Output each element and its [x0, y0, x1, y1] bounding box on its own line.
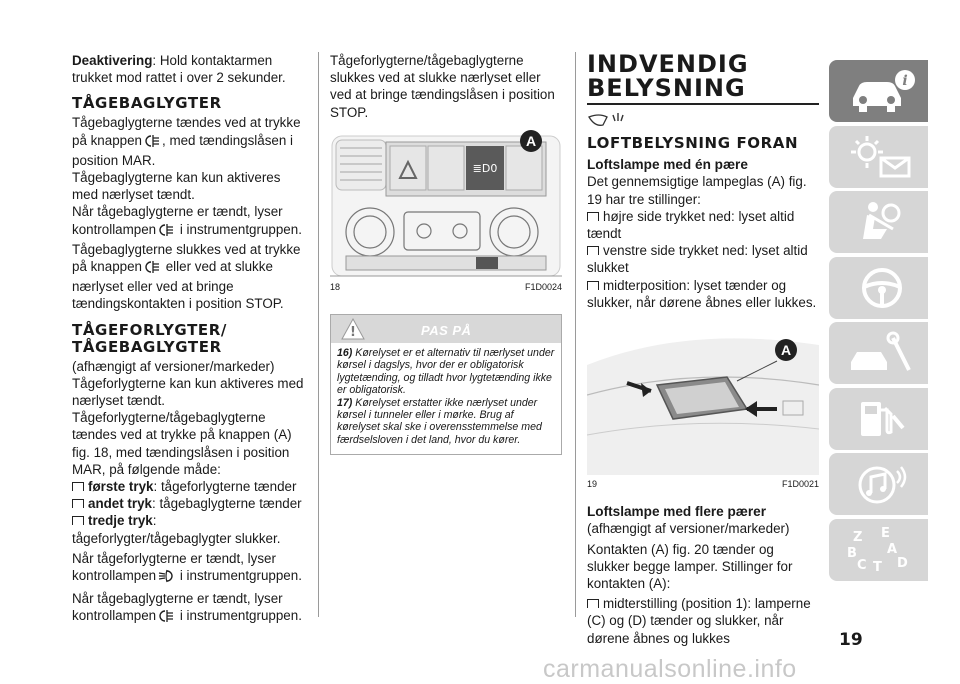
watermark: carmanualsonline.info	[543, 655, 797, 683]
bullet-item	[72, 495, 308, 512]
bullet-item	[587, 277, 819, 311]
tab-fuel[interactable]	[829, 388, 928, 450]
text: Når tågeforlygterne er tændt, lyser kontrollampen	[72, 550, 276, 584]
paragraph: Tågebaglygterne kan kun aktiveres med nærlyset tændt.	[72, 170, 281, 203]
deactivation-label: Deaktivering	[72, 53, 153, 68]
text: i instrumentgruppen.	[176, 221, 302, 237]
index-icon	[847, 527, 917, 573]
page-number: 19	[839, 630, 863, 650]
bullet-text: højre side trykket ned: lyset altid tændt	[587, 208, 795, 242]
bullet-text: midterposition: lyset tænder og slukker, når dørene åbnes eller lukkes.	[587, 277, 817, 310]
steering-wheel-icon	[847, 265, 917, 311]
column-divider	[575, 52, 576, 617]
column-middle	[330, 52, 562, 455]
figure-18-dashboard-buttons	[330, 128, 562, 278]
paragraph: Tågeforlygterne/tågebaglygterne tændes ved at trykke på knappen (A) fig. 18, med tændingslåsen i position MAR, på følgende måde:	[72, 410, 292, 477]
warning-text: Kørelyset erstatter ikke nærlyset under kørsel i tunneler eller i mørke. Brug af kørelyset skal ske i overensstemmelse med færdselsloven i det land, hvor du kører.	[337, 396, 542, 446]
bullet-item	[587, 595, 819, 647]
text: Tågebaglygterne tændes ved at trykke på knappen	[72, 115, 301, 148]
paragraph	[72, 241, 308, 313]
index-letter: E	[881, 526, 890, 541]
text: Når tågebaglygterne er tændt, lyser kontrollampen	[72, 204, 283, 237]
deactivation-text: : Hold kontaktarmen trukket mod rattet i over 2 sekunder.	[72, 53, 286, 86]
bullet-text: midterstilling (position 1): lamperne (C) og (D) tænder og slukker, når dørene åbnes og lukkes	[587, 596, 811, 646]
bullet-item	[587, 208, 819, 242]
warning-number: 16)	[337, 347, 353, 360]
svg-text:!: !	[350, 325, 356, 341]
index-letter: T	[873, 559, 882, 573]
tab-steering[interactable]	[829, 257, 928, 319]
paragraph: Tågeforlygterne/tågebaglygterne slukkes ved at slukke nærlyset eller ved at bringe tændingslåsen i position STOP.	[330, 53, 555, 120]
figure-caption	[587, 476, 819, 493]
chapter-tabs	[829, 60, 928, 584]
warning-text: Kørelyset er et alternativ til nærlyset under kørsel i dagslys, hvor der er obligatorisk lygtetænding, og tilladt hvor lygtetænding ikke er obligatorisk.	[337, 347, 555, 397]
interior-light-icon	[587, 111, 819, 133]
bullet-text: venstre side trykket ned: lyset altid slukket	[587, 243, 808, 276]
text: i instrumentgruppen.	[176, 568, 302, 584]
title-rule	[587, 103, 819, 105]
paragraph	[72, 114, 308, 169]
index-letter: C	[857, 557, 867, 573]
column-divider	[318, 52, 319, 617]
paragraph	[72, 203, 308, 240]
warning-item	[337, 397, 555, 447]
text: eller ved at slukke nærlyset eller ved at bringe tændingskontakten i position STOP.	[72, 259, 284, 312]
warning-body	[331, 343, 561, 454]
figure-number: 18	[330, 281, 341, 292]
bullet-icon	[72, 499, 84, 508]
paragraph	[72, 550, 308, 587]
index-letter: D	[897, 555, 908, 571]
figure-code: F1D0024	[524, 281, 562, 292]
subheading-multiple-bulbs: Loftslampe med flere pærer	[587, 504, 767, 520]
rear-fog-icon	[158, 609, 174, 627]
column-left	[72, 52, 308, 628]
bullet-text: : tågeforlygterne tænder	[153, 479, 297, 495]
index-letter: B	[847, 545, 857, 561]
tab-multimedia[interactable]	[829, 453, 928, 515]
warning-number: 17)	[337, 396, 353, 409]
figure-marker-a: A	[520, 130, 542, 152]
warning-icon	[341, 317, 365, 341]
section-title-line2: BELYSNING	[587, 74, 746, 102]
text: , med tændingslåsen i position MAR.	[72, 132, 294, 168]
text: Når tågebaglygterne er tændt, lyser kontrollampen	[72, 591, 283, 624]
bullet-text: : tågebaglygterne tænder	[152, 496, 302, 512]
bullet-item	[72, 478, 308, 495]
section-title-line1: INDVENDIG	[587, 50, 749, 78]
text: i instrumentgruppen.	[176, 608, 302, 624]
airbag-seat-icon	[847, 199, 917, 245]
paragraph: Kontakten (A) fig. 20 tænder og slukker begge lamper. Stillinger for kontakten (A):	[587, 541, 793, 592]
bullet-item	[587, 242, 819, 276]
bullet-icon	[587, 599, 599, 608]
warning-lights-icon	[847, 134, 917, 180]
index-letter: A	[887, 541, 898, 557]
bullet-icon	[72, 482, 84, 491]
rear-fog-icon	[144, 260, 160, 278]
figure-marker-a: A	[775, 339, 797, 361]
bullet-item	[72, 512, 308, 546]
tab-index[interactable]	[829, 519, 928, 581]
paragraph	[72, 590, 308, 627]
heading-fog-lights: TÅGEFORLYGTER/ TÅGEBAGLYGTER	[72, 320, 227, 356]
paragraph: Det gennemsigtige lampeglas (A) fig. 19 har tre stillinger:	[587, 174, 807, 207]
paragraph: Tågeforlygterne kan kun aktiveres med nærlyset tændt.	[72, 375, 304, 409]
warning-title: PAS PÅ	[421, 323, 472, 339]
bullet-icon	[587, 212, 599, 221]
bullet-icon	[587, 246, 599, 255]
front-fog-icon	[158, 569, 174, 587]
warning-item	[337, 347, 555, 397]
bullet-bold: tredje tryk	[88, 513, 153, 529]
bullet-icon	[587, 281, 599, 290]
tab-warning-lights[interactable]	[829, 126, 928, 188]
car-info-icon	[847, 68, 917, 114]
fog-button-label: ≣D0	[472, 161, 498, 175]
bullet-text: : tågeforlygter/tågebaglygter slukker.	[72, 513, 281, 546]
svg-text:i: i	[902, 73, 908, 89]
bullet-icon	[72, 516, 84, 525]
tab-car-service[interactable]	[829, 322, 928, 384]
tab-airbag-seat[interactable]	[829, 191, 928, 253]
text: Tågebaglygterne slukkes ved at trykke på knappen	[72, 241, 301, 275]
paragraph: (afhængigt af versioner/markeder)	[72, 358, 275, 374]
column-right	[587, 52, 819, 647]
fuel-pump-icon	[847, 396, 917, 442]
warning-header	[331, 315, 561, 343]
tab-car-info[interactable]	[829, 60, 928, 122]
multimedia-icon	[847, 461, 917, 507]
deactivation-paragraph	[72, 52, 308, 86]
figure-19-ceiling-light	[587, 325, 819, 475]
heading-front-ceiling-light: LOFTBELYSNING FORAN	[587, 134, 799, 153]
warning-box	[330, 314, 562, 455]
bullet-bold: første tryk	[88, 479, 154, 495]
heading-rear-fog: TÅGEBAGLYGTER	[72, 94, 222, 113]
rear-fog-icon	[144, 134, 160, 152]
figure-caption	[330, 279, 562, 296]
paragraph: (afhængigt af versioner/markeder)	[587, 521, 790, 537]
figure-code: F1D0021	[781, 479, 819, 490]
car-service-icon	[847, 330, 917, 376]
index-letter: Z	[853, 529, 863, 545]
bullet-bold: andet tryk	[88, 496, 152, 512]
rear-fog-icon	[158, 223, 174, 241]
figure-number: 19	[587, 479, 598, 490]
subheading-single-bulb: Loftslampe med én pære	[587, 157, 748, 173]
